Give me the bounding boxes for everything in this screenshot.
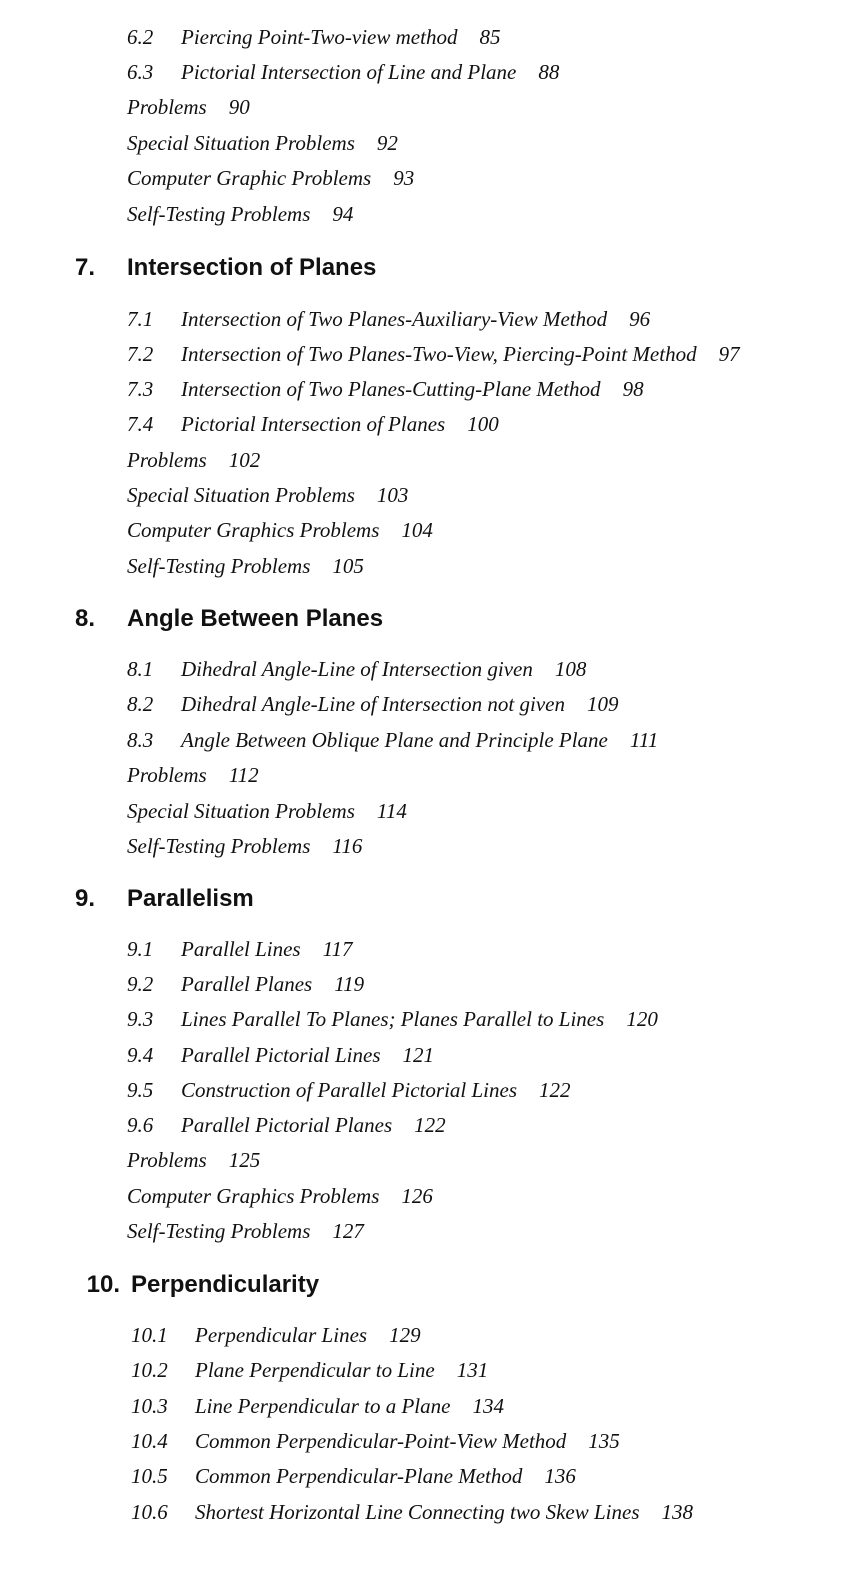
entry-title: Parallel Lines (181, 937, 301, 961)
entry-page: 104 (401, 518, 433, 542)
entry-title: Plane Perpendicular to Line (195, 1358, 435, 1382)
chapter-number: 7. (74, 254, 95, 281)
entry-number: 10.5 (131, 1464, 168, 1488)
entry-page: 85 (479, 25, 501, 49)
entry-page: 90 (228, 95, 250, 119)
entry-page: 120 (626, 1007, 658, 1031)
entry-page: 114 (376, 799, 407, 823)
entry-page: 111 (629, 728, 659, 752)
entry-page: 94 (332, 202, 354, 226)
entry-title: Line Perpendicular to a Plane (195, 1394, 451, 1418)
entry-number: 7.4 (127, 412, 154, 436)
chapter-heading (0, 253, 868, 283)
toc-entry (131, 1322, 421, 1348)
entry-number: 7.1 (127, 307, 154, 331)
toc-entry (127, 1218, 364, 1244)
toc-entry (131, 1463, 576, 1489)
entry-page: 138 (661, 1500, 693, 1524)
chapter-number: 10. (86, 1271, 120, 1298)
entry-title: Self-Testing Problems (127, 1219, 311, 1243)
chapter-title: Perpendicularity (131, 1271, 320, 1298)
entry-title: Perpendicular Lines (195, 1323, 368, 1347)
entry-title: Dihedral Angle-Line of Intersection not given (181, 692, 565, 716)
entry-page: 117 (322, 937, 353, 961)
entry-number: 7.2 (127, 342, 154, 366)
entry-page: 103 (376, 483, 409, 507)
entry-page: 127 (332, 1219, 364, 1243)
toc-entry (127, 1006, 658, 1032)
chapter-title: Intersection of Planes (127, 254, 377, 281)
entry-title: Self-Testing Problems (127, 834, 311, 858)
entry-page: 129 (389, 1323, 421, 1347)
chapter-heading (0, 1270, 868, 1300)
entry-page: 134 (472, 1394, 504, 1418)
entry-title: Computer Graphic Problems (127, 166, 372, 190)
toc-entry (127, 130, 398, 156)
toc-entry (127, 482, 408, 508)
toc-entry (127, 1077, 571, 1103)
chapter-number: 9. (74, 885, 95, 912)
entry-page: 96 (629, 307, 651, 331)
toc-entry (127, 798, 407, 824)
entry-page: 135 (588, 1429, 620, 1453)
entry-title: Parallel Planes (181, 972, 313, 996)
chapter-number: 8. (74, 605, 95, 632)
toc-entry (127, 59, 559, 85)
entry-page: 121 (402, 1043, 434, 1067)
toc-entry (127, 1183, 433, 1209)
toc-entry (127, 936, 353, 962)
entry-title: Common Perpendicular-Point-View Method (195, 1429, 567, 1453)
entry-title: Problems (127, 1148, 207, 1172)
entry-page: 136 (544, 1464, 576, 1488)
entry-title: Piercing Point-Two-view method (181, 25, 458, 49)
entry-page: 112 (228, 763, 259, 787)
entry-page: 119 (334, 972, 365, 996)
toc-entry (127, 341, 740, 367)
toc-entry (131, 1499, 693, 1525)
toc-entry (127, 656, 586, 682)
chapter-title: Parallelism (127, 885, 254, 912)
entry-number: 9.4 (127, 1043, 154, 1067)
entry-title: Intersection of Two Planes-Auxiliary-View Method (181, 307, 608, 331)
entry-page: 122 (539, 1078, 571, 1102)
toc-entry (127, 1112, 446, 1138)
entry-title: Angle Between Oblique Plane and Principle Plane (181, 728, 608, 752)
entry-title: Problems (127, 448, 207, 472)
chapter-title: Angle Between Planes (127, 605, 384, 632)
entry-page: 131 (456, 1358, 489, 1382)
entry-number: 7.3 (127, 377, 154, 401)
entry-page: 116 (332, 834, 363, 858)
toc-entry (127, 833, 362, 859)
entry-number: 8.2 (127, 692, 154, 716)
entry-page: 105 (332, 554, 364, 578)
entry-title: Problems (127, 95, 207, 119)
toc-entry (127, 165, 414, 191)
toc-entry (127, 306, 650, 332)
entry-number: 9.5 (127, 1078, 154, 1102)
entry-page: 108 (554, 657, 587, 681)
entry-title: Parallel Pictorial Lines (181, 1043, 381, 1067)
entry-title: Special Situation Problems (127, 131, 355, 155)
toc-entry (127, 1147, 260, 1173)
entry-page: 109 (586, 692, 619, 716)
entry-title: Dihedral Angle-Line of Intersection given (181, 657, 533, 681)
entry-title: Computer Graphics Problems (127, 518, 380, 542)
toc-entry (127, 24, 500, 50)
entry-title: Self-Testing Problems (127, 202, 311, 226)
toc-entry (127, 411, 499, 437)
toc-entry (127, 691, 618, 717)
entry-page: 88 (538, 60, 560, 84)
entry-page: 125 (228, 1148, 261, 1172)
toc-entry (127, 447, 260, 473)
entry-title: Lines Parallel To Planes; Planes Parallel to Lines (181, 1007, 605, 1031)
entry-title: Special Situation Problems (127, 483, 355, 507)
entry-number: 10.4 (131, 1429, 168, 1453)
entry-number: 10.2 (131, 1358, 168, 1382)
toc-entry (127, 727, 658, 753)
toc-entry (127, 94, 250, 120)
entry-number: 10.1 (131, 1323, 168, 1347)
chapter-heading (0, 884, 868, 914)
toc-entry (127, 376, 644, 402)
chapter-heading (0, 604, 868, 634)
toc-entry (127, 762, 259, 788)
entry-number: 9.6 (127, 1113, 154, 1137)
entry-title: Pictorial Intersection of Planes (181, 412, 446, 436)
entry-number: 6.3 (127, 60, 154, 84)
toc-entry (127, 517, 433, 543)
entry-number: 8.1 (127, 657, 154, 681)
toc-entry (131, 1357, 488, 1383)
entry-title: Computer Graphics Problems (127, 1184, 380, 1208)
entry-number: 8.3 (127, 728, 154, 752)
entry-title: Parallel Pictorial Planes (181, 1113, 393, 1137)
entry-page: 93 (393, 166, 415, 190)
toc-entry (127, 1042, 434, 1068)
toc-entry (127, 201, 353, 227)
entry-title: Intersection of Two Planes-Cutting-Plane Method (181, 377, 601, 401)
entry-page: 126 (401, 1184, 433, 1208)
toc-entry (131, 1393, 504, 1419)
entry-title: Pictorial Intersection of Line and Plane (181, 60, 517, 84)
entry-title: Intersection of Two Planes-Two-View, Piercing-Point Method (181, 342, 697, 366)
entry-title: Common Perpendicular-Plane Method (195, 1464, 523, 1488)
entry-page: 92 (376, 131, 398, 155)
entry-number: 6.2 (127, 25, 154, 49)
entry-title: Shortest Horizontal Line Connecting two Skew Lines (195, 1500, 640, 1524)
entry-page: 100 (467, 412, 499, 436)
entry-number: 9.1 (127, 937, 154, 961)
entry-title: Construction of Parallel Pictorial Lines (181, 1078, 517, 1102)
entry-page: 98 (622, 377, 644, 401)
entry-page: 102 (228, 448, 261, 472)
entry-title: Self-Testing Problems (127, 554, 311, 578)
toc-entry (131, 1428, 620, 1454)
toc-entry (127, 971, 364, 997)
entry-number: 9.2 (127, 972, 154, 996)
entry-page: 97 (718, 342, 740, 366)
entry-page: 122 (414, 1113, 446, 1137)
entry-number: 9.3 (127, 1007, 154, 1031)
entry-number: 10.6 (131, 1500, 168, 1524)
entry-title: Special Situation Problems (127, 799, 355, 823)
entry-number: 10.3 (131, 1394, 168, 1418)
toc-entry (127, 553, 364, 579)
entry-title: Problems (127, 763, 207, 787)
